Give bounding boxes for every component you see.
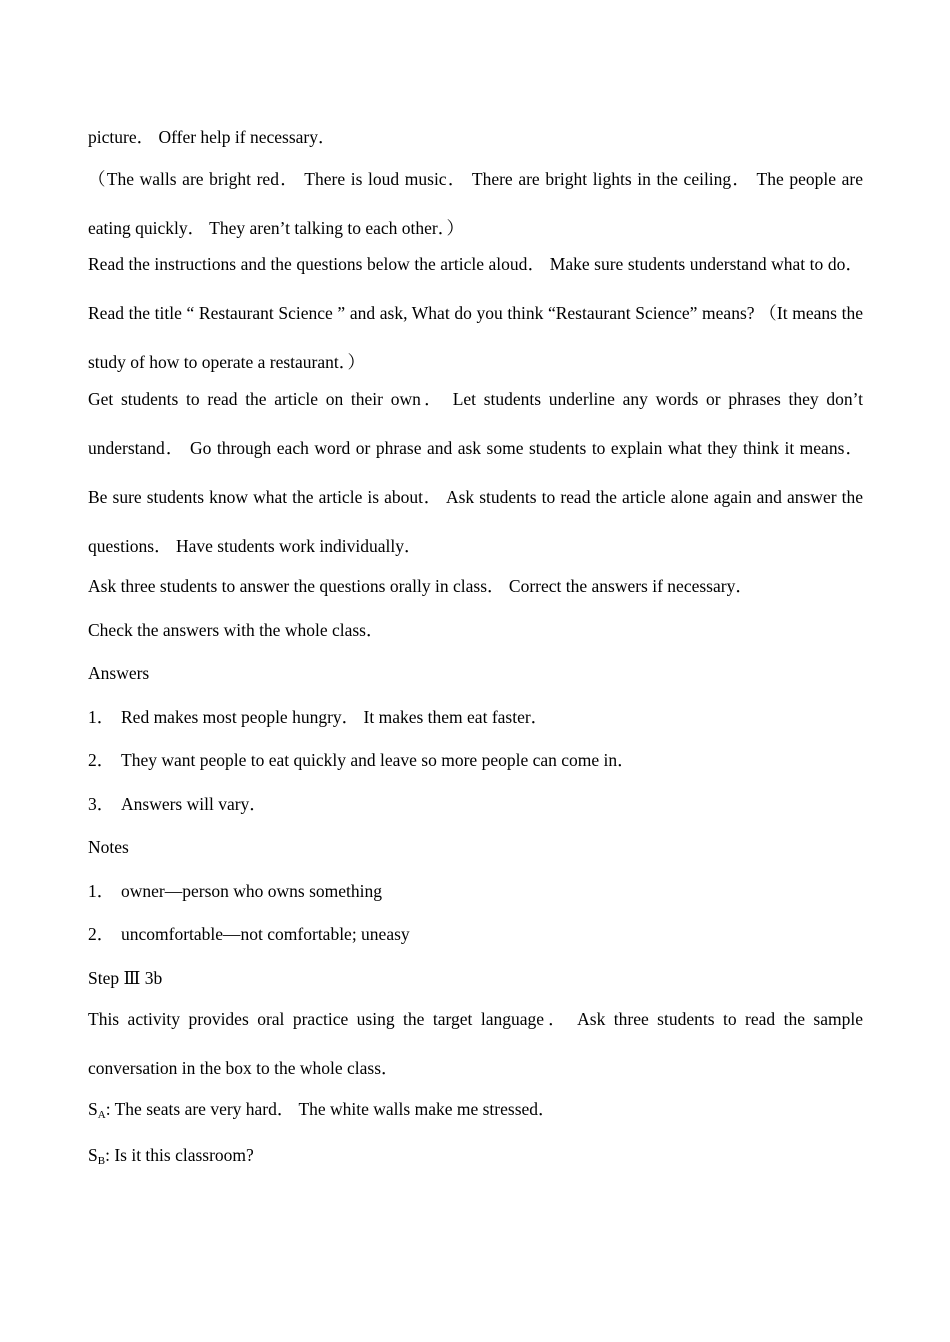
paragraph-instructions: Read the instructions and the questions below the article aloud． Make sure students understand what to do． Read the title “ Restaurant Science ” and ask, What do you think “Restaurant Science” means? （It means the study of how to operate a restaurant．） [88, 254, 863, 372]
paragraph-oral-practice: This activity provides oral practice using the target language． Ask three students to read the sample conversation in the box to the whole class． [88, 1009, 863, 1078]
speaker-label: S [88, 1098, 98, 1119]
answer-item [88, 791, 863, 817]
note-number: 2． [88, 924, 115, 944]
paragraph-oral-answers: Ask three students to answer the questions orally in class． Correct the answers if necessary． [88, 576, 753, 596]
answer-number: 3． [88, 793, 115, 814]
answer-number: 1． [88, 706, 115, 727]
speaker-subscript: B [97, 1155, 106, 1167]
step-heading: Step Ⅲ 3b [88, 967, 163, 988]
paragraph-check-answers: Check the answers with the whole class． [88, 619, 384, 640]
paragraph-reading-task: Get students to read the article on their own． Let students underline any words or phrases they don’t understand． Go through each word or phrase and ask some students to explain what they think it means． Be sure students know what the article is about． Ask students to read the article alone again and answer the questions． Have students work individually． [88, 388, 863, 556]
note-item [88, 878, 863, 904]
answer-number: 2． [88, 750, 115, 770]
answer-text: Red makes most people hungry． It makes them eat faster． [121, 706, 549, 727]
answer-item [88, 747, 863, 773]
answers-heading: Answers [88, 663, 150, 683]
speaker-subscript: A [97, 1108, 106, 1121]
dialogue-line [88, 1142, 863, 1171]
dialogue-text: : The seats are very hard． The white walls make me stressed． [105, 1098, 556, 1119]
answer-text: Answers will vary． [121, 793, 267, 814]
document-page [88, 124, 863, 1189]
note-number: 1． [88, 880, 115, 901]
note-text: owner—person who owns something [121, 880, 383, 901]
paragraph-intro-end: picture． Offer help if necessary． [88, 127, 336, 147]
paragraph-picture-description: （The walls are bright red． There is loud music． There are bright lights in the ceiling． The people are eating quickly． They aren’t talking to each other．） [88, 168, 863, 238]
speaker-label: S [88, 1145, 98, 1165]
note-item [88, 921, 863, 947]
note-text: uncomfortable—not comfortable; uneasy [121, 924, 410, 944]
notes-heading: Notes [88, 837, 129, 857]
dialogue-line [88, 1096, 863, 1125]
answer-text: They want people to eat quickly and leave so more people can come in． [121, 750, 635, 770]
answer-item [88, 704, 863, 730]
dialogue-text: : Is it this classroom? [105, 1145, 254, 1165]
